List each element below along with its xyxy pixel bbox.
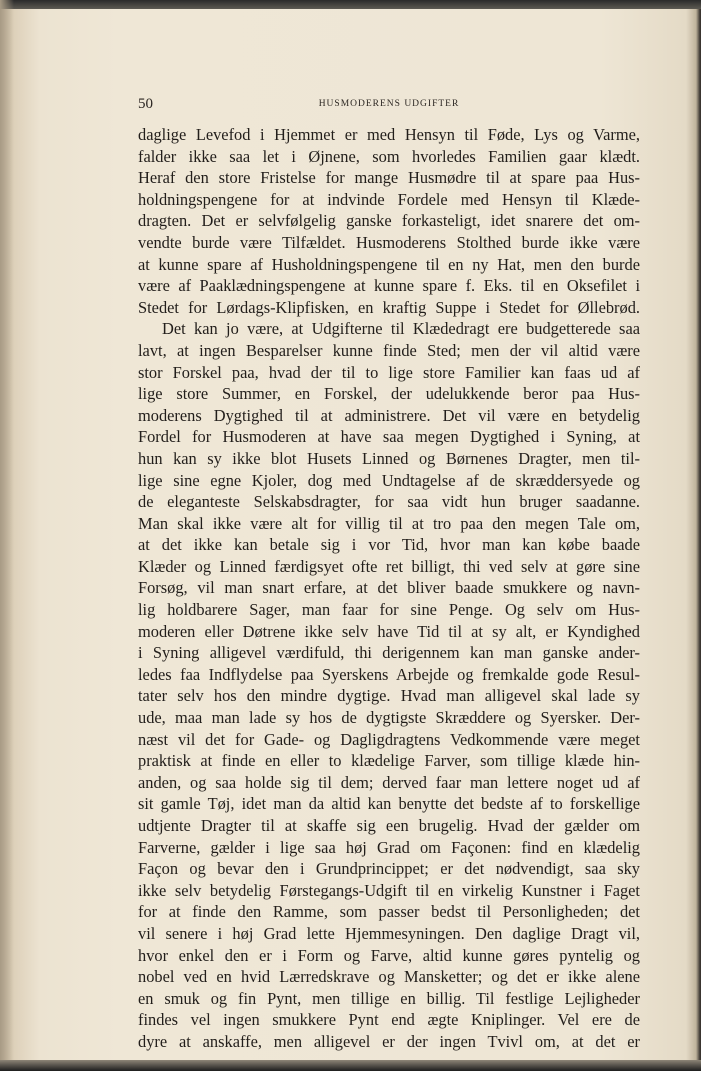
text-line: findes vel ingen smukkere Pynt end ægte Kniplinger. Vel ere de: [138, 1010, 640, 1030]
binding-shadow: [0, 0, 14, 1071]
text-line: for at finde den Ramme, som passer bedst til Personligheden; det: [138, 902, 640, 922]
text-line: praktisk at finde en eller to klædelige Farver, som tillige klæde hin-: [138, 751, 640, 771]
text-line: lige sine egne Kjoler, dog med Undtagelse af de skræddersyede og: [138, 470, 640, 490]
text-line: nobel ved en hvid Lærredskrave og Mansketter; og det er ikke alene: [138, 967, 640, 987]
page-header: [138, 96, 640, 116]
running-head: HUSMODERENS UDGIFTER: [318, 99, 460, 109]
text-line: lige store Summer, en Forskel, der udelukkende beror paa Hus-: [138, 384, 640, 404]
text-line: en smuk og fin Pynt, men tillige en billig. Til festlige Lejligheder: [138, 988, 640, 1008]
text-line: ledes faa Indflydelse paa Syerskens Arbejde og fremkalde gode Resul-: [138, 664, 640, 684]
text-line: Det kan jo være, at Udgifterne til Klædedragt ere budgetterede saa: [162, 319, 640, 339]
text-line: dragten. Det er selvfølgelig ganske forkasteligt, idet snarere det om-: [138, 211, 640, 231]
text-line: Klæder og Linned færdigsyet ofte ret billigt, thi ved selv at gøre sine: [138, 556, 640, 576]
text-line: at det ikke kan betale sig i vor Tid, hvor man kan købe baade: [138, 535, 640, 555]
text-line: tater selv hos den mindre dygtige. Hvad man alligevel skal lade sy: [138, 686, 640, 706]
text-line: lig holdbarere Sager, man faar for sine Penge. Og selv om Hus-: [138, 600, 640, 620]
text-line: vil senere i høj Grad lette Hjemmesyningen. Den daglige Dragt vil,: [138, 923, 640, 943]
text-line: Façon og bevar den i Grundprincippet; er det nødvendigt, saa sky: [138, 859, 640, 879]
text-line: næst vil det for Gade- og Dagligdragtens Vedkommende være meget: [138, 729, 640, 749]
text-line: hun kan sy ikke blot Husets Linned og Børnenes Dragter, men til-: [138, 448, 640, 468]
text-line: Man skal ikke være alt for villig til at tro paa den megen Tale om,: [138, 513, 640, 533]
text-line: moderens Dygtighed til at administrere. Det vil være en betydelig: [138, 405, 640, 425]
scan-bottom-edge: [0, 1060, 701, 1071]
text-line: hvor enkel den er i Form og Farve, altid kunne gøres pyntelig og: [138, 945, 640, 965]
text-line: Farverne, gælder i lige saa høj Grad om Façonen: find en klædelig: [138, 837, 640, 857]
text-line: lavt, at ingen Besparelser kunne finde Sted; men der vil altid være: [138, 340, 640, 360]
body-text: [138, 124, 640, 1053]
text-line: holdningspengene for at indvinde Fordele med Hensyn til Klæde-: [138, 189, 640, 209]
text-line: anden, og saa holde sig til dem; derved faar man lettere noget ud af: [138, 772, 640, 792]
text-line: sit gamle Tøj, idet man da altid kan benytte det bedste af to forskellige: [138, 794, 640, 814]
text-line: de eleganteste Selskabsdragter, for saa vidt hun bruger saadanne.: [138, 492, 640, 512]
text-line: Heraf den store Fristelse for mange Husmødre til at spare paa Hus-: [138, 168, 640, 188]
page-number: 50: [138, 96, 153, 112]
text-line: ikke selv betydelig Førstegangs-Udgift til en virkelig Kunstner i Faget: [138, 880, 640, 900]
text-line: være af Paaklædningspengene at kunne spare f. Eks. til en Oksefilet i: [138, 276, 640, 296]
text-line: stor Forskel paa, hvad der til to lige store Familier kan faas ud af: [138, 362, 640, 382]
text-line: daglige Levefod i Hjemmet er med Hensyn til Føde, Lys og Varme,: [138, 125, 640, 144]
text-line: i Syning alligevel værdifuld, thi derigennem kan man ganske ander-: [138, 643, 640, 663]
text-line: ude, maa man lade sy hos de dygtigste Skræddere og Syersker. Der-: [138, 708, 640, 728]
text-line: Stedet for Lørdags-Klipfisken, en kraftig Suppe i Stedet for Øllebrød.: [138, 297, 640, 317]
text-line: Forsøg, vil man snart erfare, at det bliver baade smukkere og navn-: [138, 578, 640, 598]
text-line: vendte burde være Tilfældet. Husmoderens Stolthed burde ikke være: [138, 232, 640, 252]
text-line: falder ikke saa let i Øjnene, som hvorledes Familien gaar klædt.: [138, 146, 640, 166]
text-line: at kunne spare af Husholdningspengene til en ny Hat, men den burde: [138, 254, 640, 274]
text-line: dyre at anskaffe, men alligevel er der ingen Tvivl om, at det er: [138, 1031, 640, 1051]
scan-top-edge: [0, 0, 701, 9]
text-line: udtjente Dragter til at skaffe sig een brugelig. Hvad der gælder om: [138, 816, 640, 835]
text-line: Fordel for Husmoderen at have saa megen Dygtighed i Syning, at: [138, 427, 640, 447]
text-line: moderen eller Døtrene ikke selv have Tid til at sy alt, er Kyndighed: [138, 621, 640, 641]
